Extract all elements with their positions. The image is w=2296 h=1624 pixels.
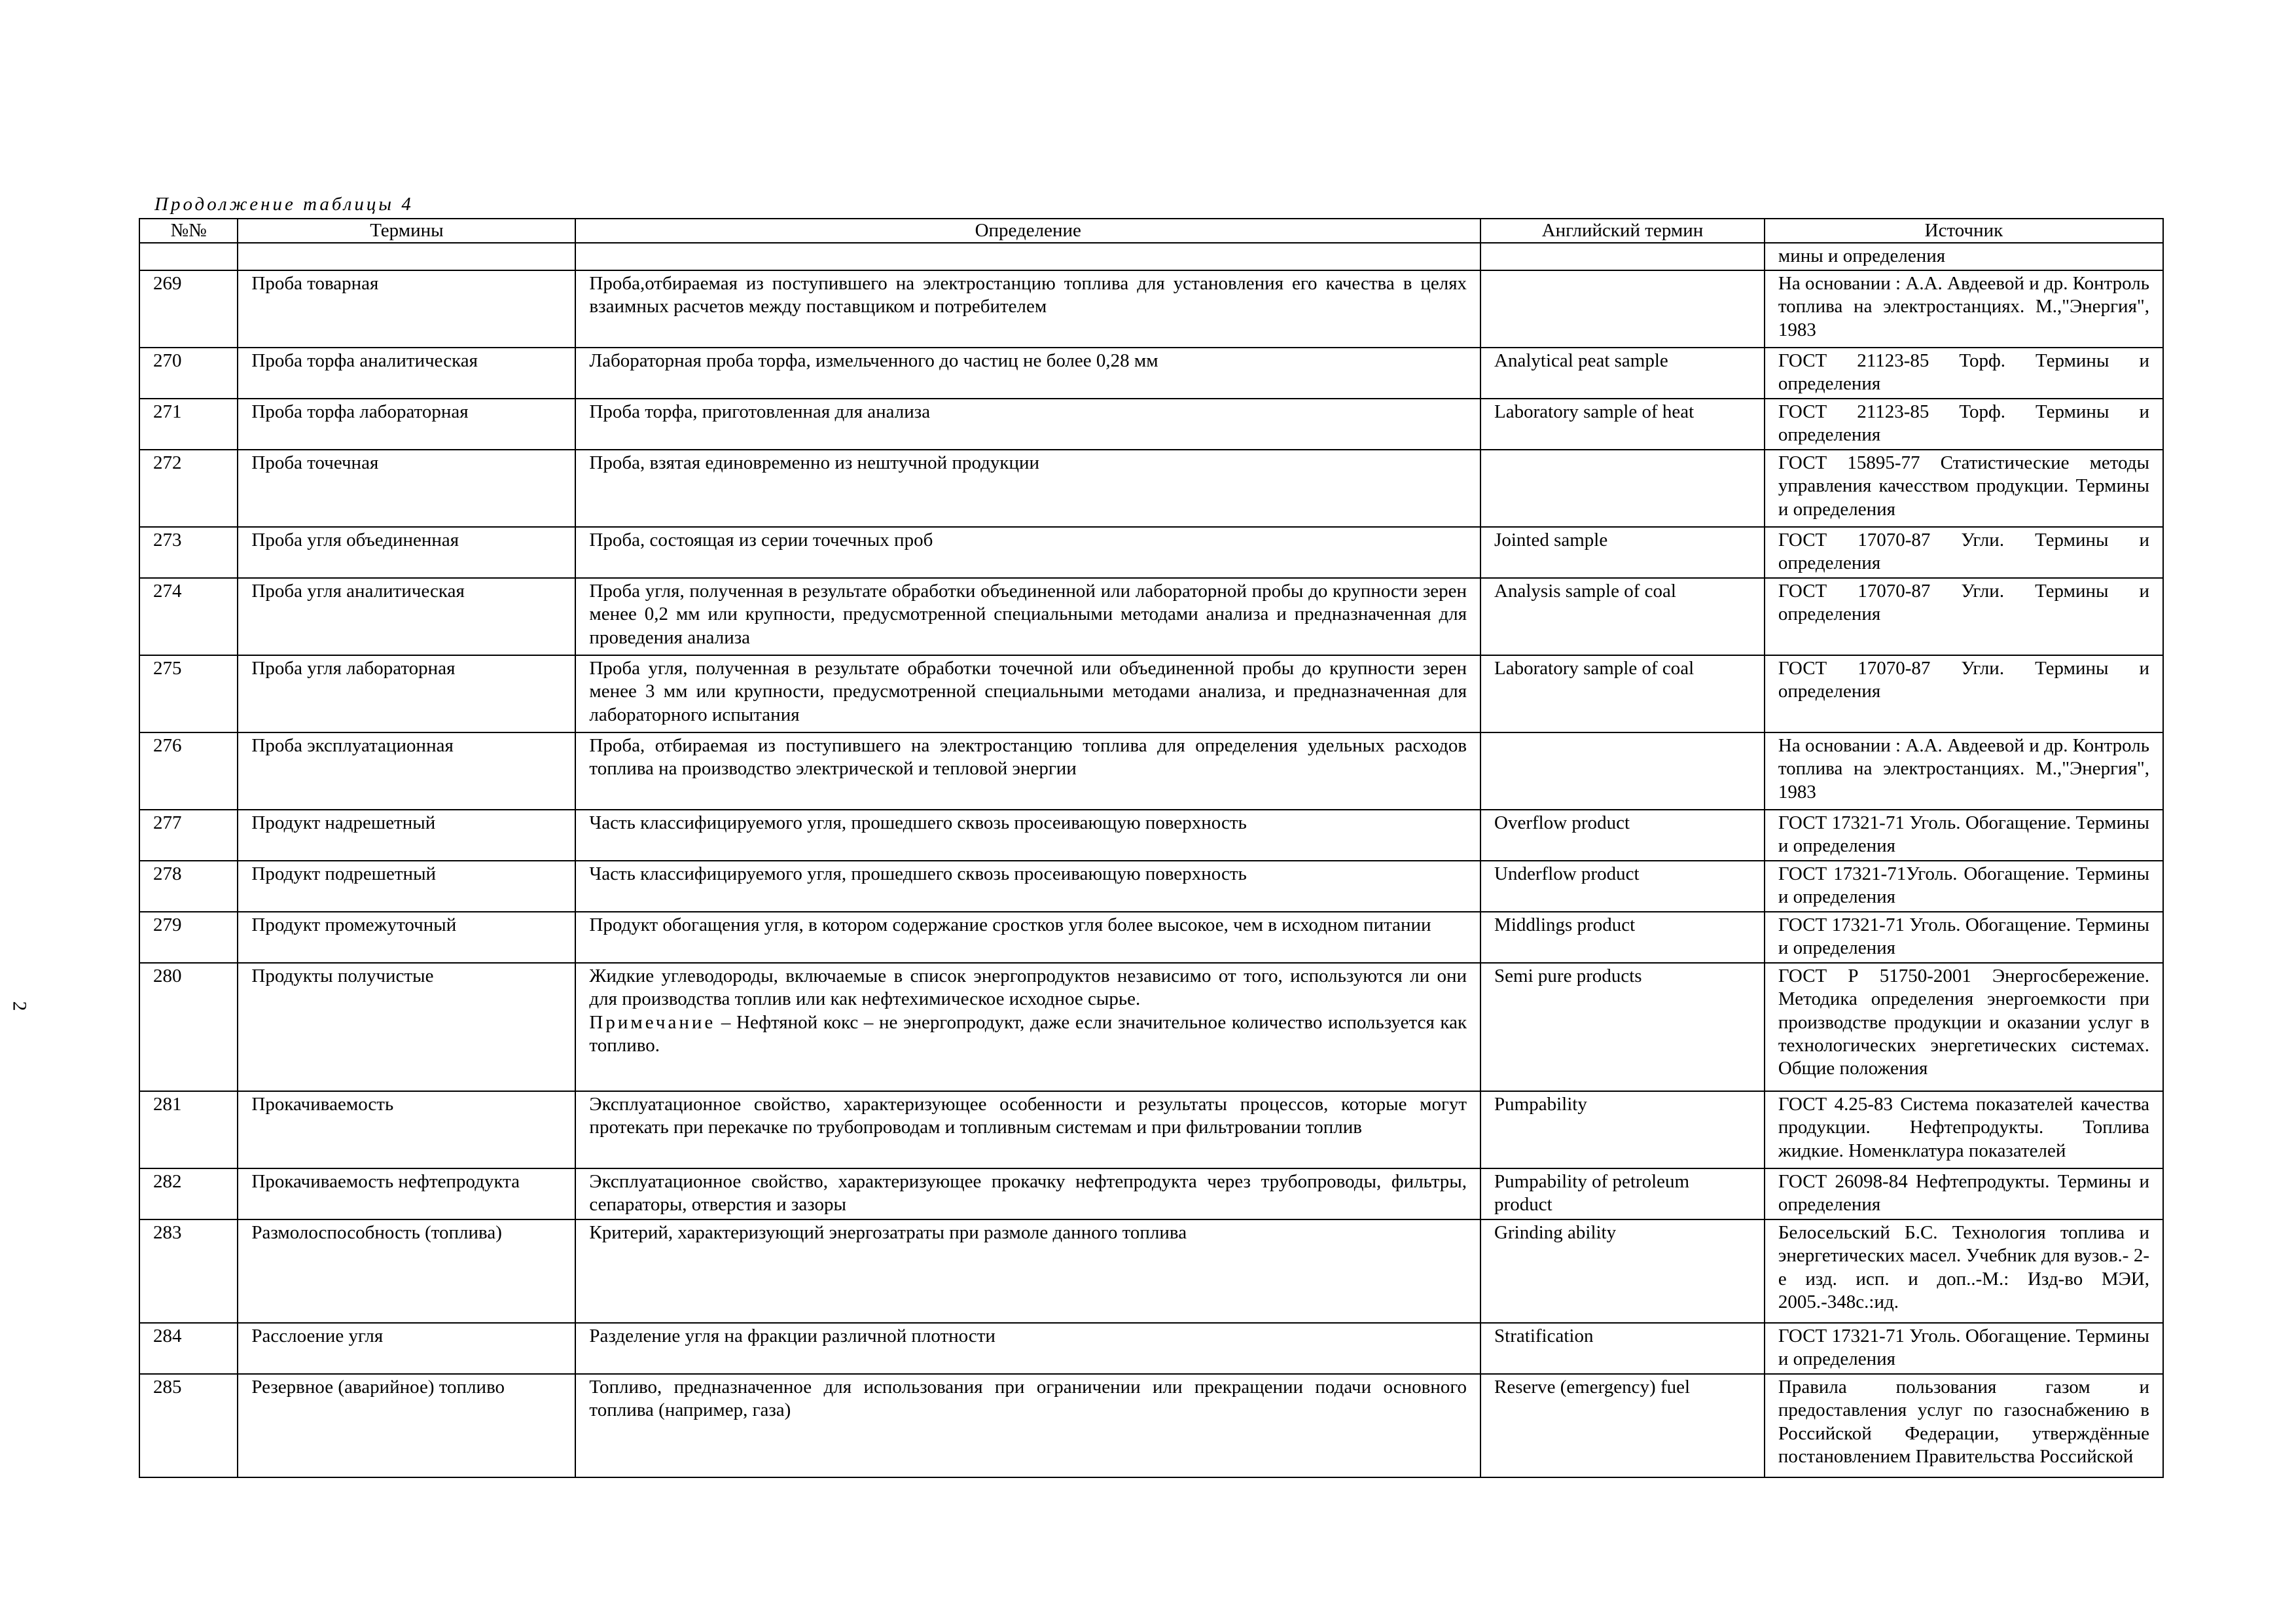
cell-source: ГОСТ 17070-87 Угли. Термины и определения bbox=[1765, 578, 2163, 655]
cell-source: ГОСТ 17321-71Уголь. Обогащение. Термины и определения bbox=[1765, 861, 2163, 912]
cell-term: Продукты получистые bbox=[238, 963, 575, 1091]
cell-source: ГОСТ 17321-71 Уголь. Обогащение. Термины и определения bbox=[1765, 810, 2163, 861]
glossary-table bbox=[139, 218, 2164, 1478]
cell-source: ГОСТ 15895-77 Статистические методы управления качесством продукции. Термины и определения bbox=[1765, 450, 2163, 527]
table-row bbox=[139, 732, 2163, 810]
cell-english bbox=[1480, 270, 1765, 348]
cell-english bbox=[1480, 732, 1765, 810]
cell-definition: Разделение угля на фракции различной плотности bbox=[575, 1323, 1480, 1374]
cell-definition: Проба угля, полученная в результате обработки объединенной или лабораторной пробы до крупности зерен менее 0,2 мм или крупности, предусмотренной специальными методами анализа и предназначенная для проведения анализа bbox=[575, 578, 1480, 655]
cell-term: Продукт промежуточный bbox=[238, 912, 575, 963]
cell-definition: Топливо, предназначенное для использования при ограничении или прекращении подачи основного топлива (например, газа) bbox=[575, 1374, 1480, 1477]
table-row bbox=[139, 1323, 2163, 1374]
cell-definition bbox=[575, 963, 1480, 1091]
cell-term: Проба торфа лабораторная bbox=[238, 399, 575, 450]
cell-english: Underflow product bbox=[1480, 861, 1765, 912]
cell-term: Размолоспособность (топлива) bbox=[238, 1219, 575, 1323]
cell-source: Белосельский Б.С. Технология топлива и энергетических масел. Учебник для вузов.- 2-е изд. исп. и доп..-М.: Изд-во МЭИ, 2005.-348с.:ид. bbox=[1765, 1219, 2163, 1323]
cell-term: Прокачиваемость нефтепродукта bbox=[238, 1168, 575, 1219]
cell-num: 285 bbox=[139, 1374, 238, 1477]
header-definition: Определение bbox=[575, 219, 1480, 243]
cell-definition: Часть классифицируемого угля, прошедшего сквозь просеивающую поверхность bbox=[575, 810, 1480, 861]
note-label: Примечание bbox=[589, 1011, 716, 1033]
cell-english: Analysis sample of coal bbox=[1480, 578, 1765, 655]
cell-english: Reserve (emergency) fuel bbox=[1480, 1374, 1765, 1477]
cell-num: 271 bbox=[139, 399, 238, 450]
cell-english: Grinding ability bbox=[1480, 1219, 1765, 1323]
cell-num: 273 bbox=[139, 527, 238, 578]
cell-definition bbox=[575, 243, 1480, 270]
cell-english: Middlings product bbox=[1480, 912, 1765, 963]
cell-source: ГОСТ 17321-71 Уголь. Обогащение. Термины и определения bbox=[1765, 912, 2163, 963]
cell-definition: Проба торфа, приготовленная для анализа bbox=[575, 399, 1480, 450]
cell-num: 282 bbox=[139, 1168, 238, 1219]
cell-source: ГОСТ 21123-85 Торф. Термины и определения bbox=[1765, 399, 2163, 450]
cell-num: 275 bbox=[139, 655, 238, 732]
table-row bbox=[139, 1219, 2163, 1323]
cell-num: 277 bbox=[139, 810, 238, 861]
cell-english bbox=[1480, 450, 1765, 527]
page-number: 2 bbox=[9, 1001, 31, 1011]
cell-num: 276 bbox=[139, 732, 238, 810]
cell-term: Проба точечная bbox=[238, 450, 575, 527]
cell-term: Проба угля лабораторная bbox=[238, 655, 575, 732]
cell-source: ГОСТ 21123-85 Торф. Термины и определения bbox=[1765, 348, 2163, 399]
cell-source: ГОСТ 17070-87 Угли. Термины и определения bbox=[1765, 527, 2163, 578]
cell-definition: Критерий, характеризующий энергозатраты при размоле данного топлива bbox=[575, 1219, 1480, 1323]
cell-english: Overflow product bbox=[1480, 810, 1765, 861]
cell-source: ГОСТ 17321-71 Уголь. Обогащение. Термины и определения bbox=[1765, 1323, 2163, 1374]
table-header-row bbox=[139, 219, 2163, 243]
cell-num: 281 bbox=[139, 1091, 238, 1168]
table-row bbox=[139, 450, 2163, 527]
table-row bbox=[139, 348, 2163, 399]
table-row bbox=[139, 861, 2163, 912]
note-text: – Нефтяной кокс – не энергопродукт, даже если значительное количество используется как топливо. bbox=[589, 1011, 1467, 1056]
cell-num: 272 bbox=[139, 450, 238, 527]
cell-num: 279 bbox=[139, 912, 238, 963]
cell-source: ГОСТ Р 51750-2001 Энергосбережение. Методика определения энергоемкости при производстве продукции и оказании услуг в технологических энергетических системах. Общие положения bbox=[1765, 963, 2163, 1091]
cell-term: Проба угля объединенная bbox=[238, 527, 575, 578]
cell-source: ГОСТ 17070-87 Угли. Термины и определения bbox=[1765, 655, 2163, 732]
cell-num: 269 bbox=[139, 270, 238, 348]
cell-english: Analytical peat sample bbox=[1480, 348, 1765, 399]
cell-definition: Проба, состоящая из серии точечных проб bbox=[575, 527, 1480, 578]
table-row bbox=[139, 578, 2163, 655]
cell-term: Расслоение угля bbox=[238, 1323, 575, 1374]
cell-num bbox=[139, 243, 238, 270]
cell-english: Semi pure products bbox=[1480, 963, 1765, 1091]
cell-english: Stratification bbox=[1480, 1323, 1765, 1374]
table-body bbox=[139, 243, 2163, 1477]
cell-term: Проба товарная bbox=[238, 270, 575, 348]
table-row bbox=[139, 527, 2163, 578]
cell-definition: Часть классифицируемого угля, прошедшего сквозь просеивающую поверхность bbox=[575, 861, 1480, 912]
cell-english: Pumpability bbox=[1480, 1091, 1765, 1168]
cell-source: На основании : А.А. Авдеевой и др. Контроль топлива на электростанциях. М.,"Энергия", 1983 bbox=[1765, 270, 2163, 348]
cell-num: 274 bbox=[139, 578, 238, 655]
table-row bbox=[139, 963, 2163, 1091]
cell-definition: Проба,отбираемая из поступившего на электростанцию топлива для установления его качества в целях взаимных расчетов между поставщиком и потребителем bbox=[575, 270, 1480, 348]
cell-num: 270 bbox=[139, 348, 238, 399]
cell-term bbox=[238, 243, 575, 270]
table-row bbox=[139, 655, 2163, 732]
table-row bbox=[139, 1374, 2163, 1477]
table-row bbox=[139, 810, 2163, 861]
cell-definition: Продукт обогащения угля, в котором содержание сростков угля более высокое, чем в исходном питании bbox=[575, 912, 1480, 963]
cell-source: Правила пользования газом и предоставления услуг по газоснабжению в Российской Федерации, утверждённые постановлением Правительства Российской bbox=[1765, 1374, 2163, 1477]
cell-english: Laboratory sample of coal bbox=[1480, 655, 1765, 732]
cell-definition: Лабораторная проба торфа, измельченного до частиц не более 0,28 мм bbox=[575, 348, 1480, 399]
header-num: №№ bbox=[139, 219, 238, 243]
table-row bbox=[139, 1168, 2163, 1219]
cell-term: Продукт подрешетный bbox=[238, 861, 575, 912]
cell-english: Pumpability of petroleum product bbox=[1480, 1168, 1765, 1219]
cell-source: На основании : А.А. Авдеевой и др. Контроль топлива на электростанциях. М.,"Энергия", 1983 bbox=[1765, 732, 2163, 810]
table-row bbox=[139, 912, 2163, 963]
cell-source: мины и определения bbox=[1765, 243, 2163, 270]
table-row bbox=[139, 270, 2163, 348]
cell-term: Проба эксплуатационная bbox=[238, 732, 575, 810]
header-term: Термины bbox=[238, 219, 575, 243]
table-caption: Продолжение таблицы 4 bbox=[154, 194, 414, 215]
cell-english: Laboratory sample of heat bbox=[1480, 399, 1765, 450]
cell-source: ГОСТ 26098-84 Нефтепродукты. Термины и определения bbox=[1765, 1168, 2163, 1219]
cell-definition: Эксплуатационное свойство, характеризующее особенности и результаты процессов, которые могут протекать при перекачке по трубопроводам и топливным системам и при фильтровании топлив bbox=[575, 1091, 1480, 1168]
cell-term: Проба угля аналитическая bbox=[238, 578, 575, 655]
cell-term: Проба торфа аналитическая bbox=[238, 348, 575, 399]
cell-num: 278 bbox=[139, 861, 238, 912]
cell-definition: Эксплуатационное свойство, характеризующее прокачку нефтепродукта через трубопроводы, фильтры, сепараторы, отверстия и зазоры bbox=[575, 1168, 1480, 1219]
definition-text: Жидкие углеводороды, включаемые в список энергопродуктов независимо от того, используются ли они для производства топлив или как нефтехимическое исходное сырье. bbox=[589, 965, 1467, 1010]
cell-definition: Проба, отбираемая из поступившего на электростанцию топлива для определения удельных расходов топлива на производство электрической и тепловой энергии bbox=[575, 732, 1480, 810]
cell-source: ГОСТ 4.25-83 Система показателей качества продукции. Нефтепродукты. Топлива жидкие. Номенклатура показателей bbox=[1765, 1091, 2163, 1168]
cell-definition: Проба угля, полученная в результате обработки точечной или объединенной пробы до крупности зерен менее 3 мм или крупности, предусмотренной специальными методами анализа, и предназначенная для лабораторного испытания bbox=[575, 655, 1480, 732]
header-english: Английский термин bbox=[1480, 219, 1765, 243]
cell-num: 284 bbox=[139, 1323, 238, 1374]
cell-term: Прокачиваемость bbox=[238, 1091, 575, 1168]
continuation-row bbox=[139, 243, 2163, 270]
cell-num: 283 bbox=[139, 1219, 238, 1323]
cell-num: 280 bbox=[139, 963, 238, 1091]
header-source: Источник bbox=[1765, 219, 2163, 243]
cell-term: Резервное (аварийное) топливо bbox=[238, 1374, 575, 1477]
table-row bbox=[139, 399, 2163, 450]
cell-english: Jointed sample bbox=[1480, 527, 1765, 578]
cell-english bbox=[1480, 243, 1765, 270]
cell-definition: Проба, взятая единовременно из нештучной продукции bbox=[575, 450, 1480, 527]
cell-term: Продукт надрешетный bbox=[238, 810, 575, 861]
table-row bbox=[139, 1091, 2163, 1168]
